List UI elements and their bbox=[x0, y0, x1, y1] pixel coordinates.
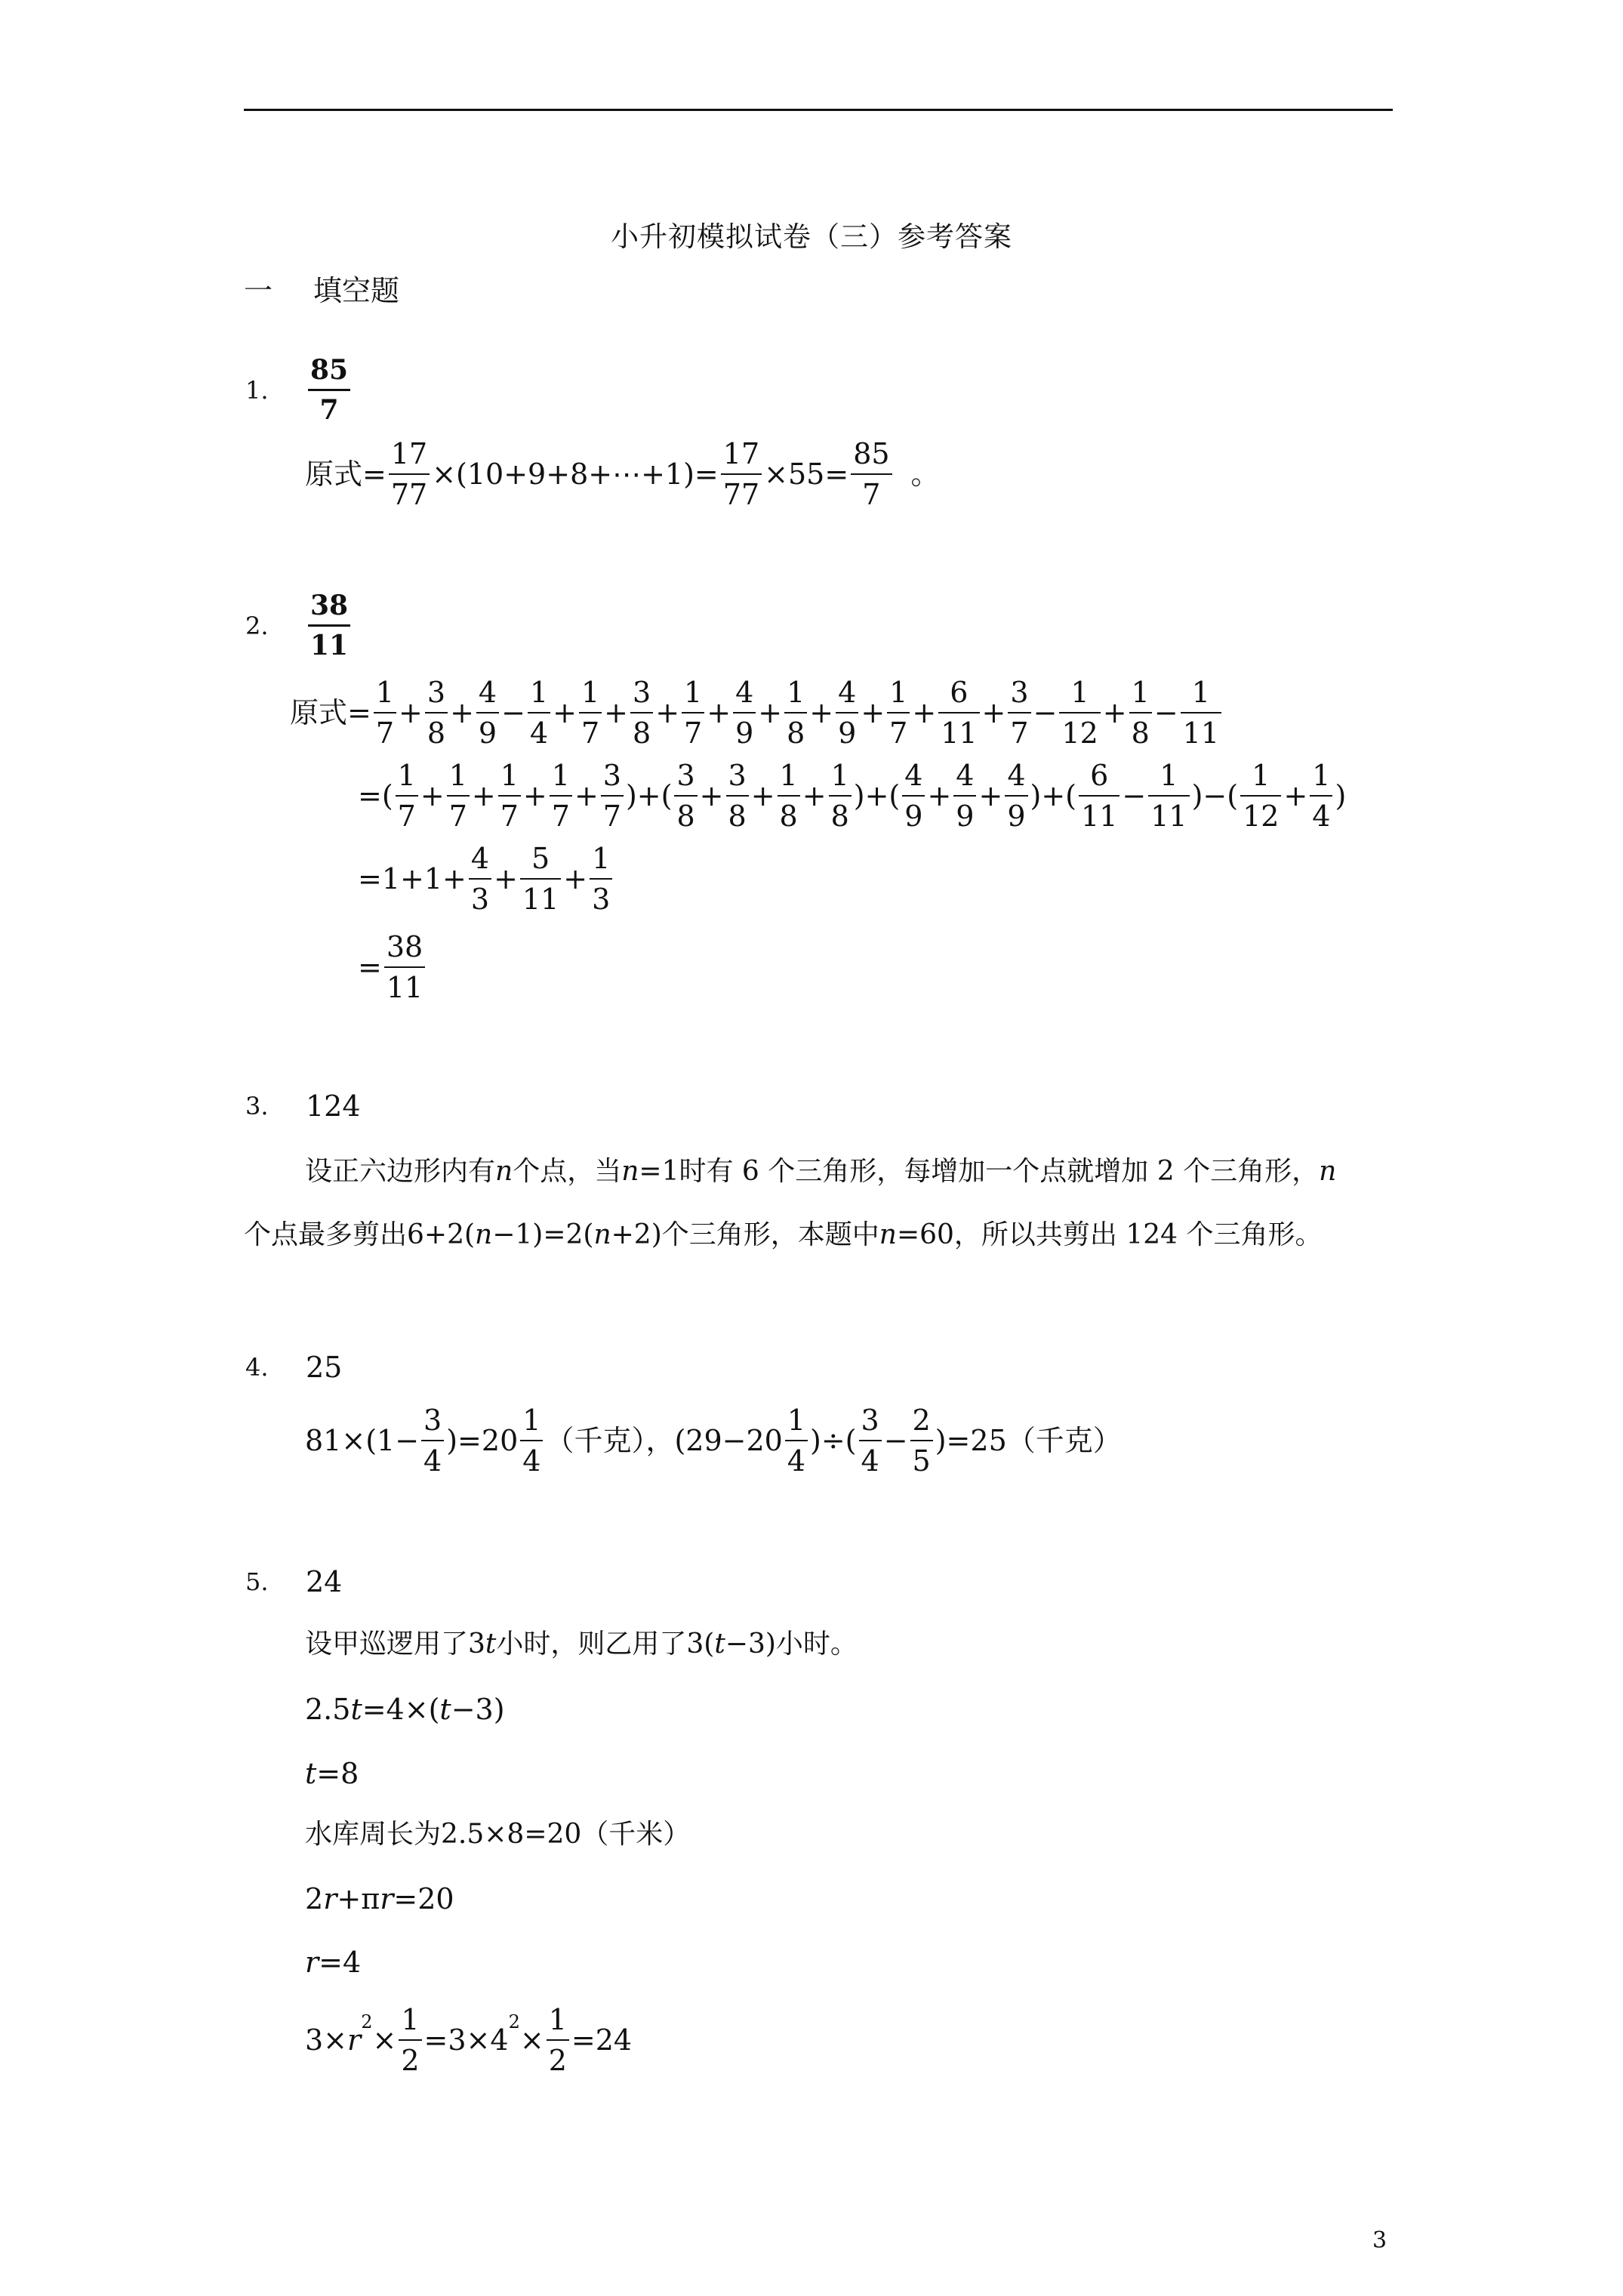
operator: + bbox=[707, 696, 731, 729]
section-number: 一 bbox=[244, 274, 273, 307]
fraction: $\frac{1}{7}$ bbox=[498, 761, 521, 831]
operator: − bbox=[1033, 696, 1058, 729]
q5-line-5: 2 r +π r =20 bbox=[305, 1882, 454, 1915]
operator: )−( bbox=[1191, 779, 1239, 812]
operator: + bbox=[861, 696, 885, 729]
operator: =( bbox=[358, 779, 393, 812]
fraction: $\frac{3}{7}$ bbox=[1008, 678, 1030, 747]
operator: − bbox=[1122, 779, 1147, 812]
fraction: $\frac{1}{12}$ bbox=[1240, 761, 1281, 831]
fraction: $\frac{5}{11}$ bbox=[520, 844, 561, 914]
operator: )+( bbox=[1030, 779, 1077, 812]
q2-answer-line bbox=[245, 592, 353, 659]
q3-number: 3. bbox=[245, 1092, 269, 1120]
q2-number: 2. bbox=[245, 611, 269, 640]
fraction: $\frac{4}{9}$ bbox=[1005, 761, 1027, 831]
fraction: $\frac{1}{8}$ bbox=[784, 678, 807, 747]
fraction: $\frac{1}{7}$ bbox=[887, 678, 910, 747]
operator: )+( bbox=[853, 779, 901, 812]
q1-solution: 原式= $\frac{17}{77}$ ×(10+9+8+⋯+1)= $\frac{17}{77}$ ×55= $\frac{85}{7}$ 。 bbox=[305, 437, 940, 511]
fraction: $\frac{4}{9}$ bbox=[953, 761, 976, 831]
q4-number: 4. bbox=[245, 1353, 269, 1382]
header-rule bbox=[244, 109, 1393, 111]
q4-answer: 25 bbox=[306, 1351, 343, 1384]
fraction: $\frac{4}{9}$ bbox=[733, 678, 756, 747]
operator: + bbox=[471, 779, 496, 812]
fraction: $\frac{4}{9}$ bbox=[476, 678, 499, 747]
fraction: $\frac{1}{11}$ bbox=[1148, 761, 1189, 831]
fraction: $\frac{4}{9}$ bbox=[836, 678, 858, 747]
fraction: $\frac{1}{4}$ bbox=[528, 678, 550, 747]
operator: + bbox=[758, 696, 783, 729]
page-title: 小升初模拟试卷（三）参考答案 bbox=[611, 220, 1012, 253]
q1-answer-line bbox=[245, 356, 353, 424]
q4-solution: 81×(1− $\frac{3}{4}$ )=20 $\frac{1}{4}$ （千克），(29−20 $\frac{1}{4}$ )÷( $\frac{3}{4}$ − $\frac{2}{5}$ )=25（千克） bbox=[305, 1404, 1122, 1478]
fraction: $\frac{3}{7}$ bbox=[601, 761, 624, 831]
q3-answer-line bbox=[245, 1089, 361, 1123]
fraction: $\frac{1}{7}$ bbox=[682, 678, 704, 747]
fraction: $\frac{3}{8}$ bbox=[726, 761, 749, 831]
operator: + bbox=[420, 779, 445, 812]
q3-answer: 124 bbox=[306, 1089, 361, 1123]
fraction: $\frac{3}{8}$ bbox=[630, 678, 653, 747]
operator: + bbox=[927, 779, 952, 812]
q2-solution-line-3: =1+1+ $\frac{4}{3}$ + $\frac{5}{11}$ + $\frac{1}{3}$ bbox=[358, 844, 614, 914]
fraction: $\frac{6}{11}$ bbox=[938, 678, 979, 747]
q5-line-1: 设甲巡逻用了3 t 小时，则乙用了3( t −3)小时。 bbox=[305, 1629, 858, 1660]
fraction: $\frac{1}{3}$ bbox=[590, 844, 612, 914]
operator: + bbox=[912, 696, 937, 729]
operator: + bbox=[399, 696, 423, 729]
q2-solution-line-4: = $\frac{38}{11}$ bbox=[358, 932, 427, 1002]
operator: + bbox=[981, 696, 1006, 729]
operator: + bbox=[1283, 779, 1308, 812]
operator: + bbox=[604, 696, 628, 729]
q5-answer: 24 bbox=[306, 1565, 343, 1598]
operator: − bbox=[1153, 696, 1178, 729]
fraction: $\frac{1}{7}$ bbox=[374, 678, 396, 747]
operator: + bbox=[574, 779, 599, 812]
q3-solution-line-1: 设正六边形内有 n 个点，当 n =1 时有 6 个三角形，每增加一个点就增加 2 个三角形， n bbox=[305, 1156, 1337, 1187]
fraction: $\frac{4}{9}$ bbox=[902, 761, 925, 831]
operator: + bbox=[563, 862, 588, 895]
fraction: $\frac{3}{8}$ bbox=[674, 761, 697, 831]
operator: + bbox=[802, 779, 827, 812]
q5-answer-line bbox=[245, 1567, 342, 1596]
fraction: $\frac{4}{3}$ bbox=[469, 844, 491, 914]
fraction: $\frac{1}{7}$ bbox=[579, 678, 602, 747]
q1-number: 1. bbox=[245, 375, 269, 405]
fraction: $\frac{1}{11}$ bbox=[1181, 678, 1221, 747]
fraction: $\frac{1}{8}$ bbox=[1129, 678, 1152, 747]
operator: + bbox=[809, 696, 834, 729]
operator: + bbox=[978, 779, 1003, 812]
fraction: $\frac{1}{12}$ bbox=[1059, 678, 1100, 747]
q2-answer: $\frac{38}{11}$ bbox=[308, 592, 350, 659]
q1-answer: $\frac{85}{7}$ bbox=[308, 356, 350, 424]
fraction: $\frac{1}{7}$ bbox=[550, 761, 572, 831]
operator: + bbox=[494, 862, 518, 895]
operator: + bbox=[699, 779, 724, 812]
q2-solution-line-2: =( $\frac{1}{7}$ + $\frac{1}{7}$ + $\frac{1}{7}$ + $\frac{1}{7}$ + $\frac{3}{7}$ )+( $\frac{3}{8}$ + $\frac{3}{8}$ + $\frac{1}{8}$ + $\frac{1}{8}$ )+( $\frac{4}{9}$ + $\frac{4}{9}$ + $\frac{4}{9}$ )+( $\frac{6}{11}$ − $\frac{1}{11}$ )−( $\frac{1}{12}$ + $\frac{1}{4}$ ) bbox=[358, 759, 1347, 833]
operator: + bbox=[450, 696, 474, 729]
q4-answer-line bbox=[245, 1353, 342, 1382]
fraction: $\frac{1}{7}$ bbox=[396, 761, 418, 831]
fraction: $\frac{3}{8}$ bbox=[425, 678, 448, 747]
operator: − bbox=[501, 696, 525, 729]
q5-line-7: 3× r $^2$ × $\frac{1}{2}$ =3×4 $^2$ × $\frac{1}{2}$ =24 bbox=[305, 2003, 633, 2077]
section-label: 填空题 bbox=[313, 274, 400, 307]
operator: + bbox=[750, 779, 775, 812]
q5-line-6: r =4 bbox=[305, 1946, 362, 1979]
q5-line-4: 水库周长为2.5×8=20（千米） bbox=[305, 1819, 691, 1850]
fraction: $\frac{1}{4}$ bbox=[1310, 761, 1332, 831]
q2-solution-line-1: 原式= $\frac{1}{7}$ + $\frac{3}{8}$ + $\frac{4}{9}$ − $\frac{1}{4}$ + $\frac{1}{7}$ + $\frac{3}{8}$ + $\frac{1}{7}$ + $\frac{4}{9}$ + $\frac{1}{8}$ + $\frac{4}{9}$ + $\frac{1}{7}$ + $\frac{6}{11}$ + $\frac{3}{7}$ − $\frac{1}{12}$ + $\frac{1}{8}$ − $\frac{1}{11}$ bbox=[290, 678, 1224, 747]
operator: + bbox=[1102, 696, 1127, 729]
page-number: 3 bbox=[1372, 2227, 1387, 2254]
fraction: $\frac{1}{8}$ bbox=[778, 761, 800, 831]
section-heading bbox=[244, 276, 399, 305]
fraction: $\frac{6}{11}$ bbox=[1079, 761, 1119, 831]
fraction: $\frac{1}{8}$ bbox=[829, 761, 852, 831]
operator: + bbox=[655, 696, 680, 729]
q3-solution-line-2: 个点最多剪出6+2( n −1)=2( n +2)个三角形，本题中 n =60，所以共剪出 124 个三角形。 bbox=[244, 1219, 1323, 1250]
operator: + bbox=[553, 696, 577, 729]
q5-line-2: 2.5 t =4×( t −3) bbox=[305, 1693, 505, 1726]
q5-number: 5. bbox=[245, 1567, 269, 1596]
fraction: $\frac{1}{7}$ bbox=[447, 761, 470, 831]
operator: + bbox=[522, 779, 547, 812]
q5-line-3: t =8 bbox=[305, 1757, 359, 1790]
operator: )+( bbox=[625, 779, 673, 812]
